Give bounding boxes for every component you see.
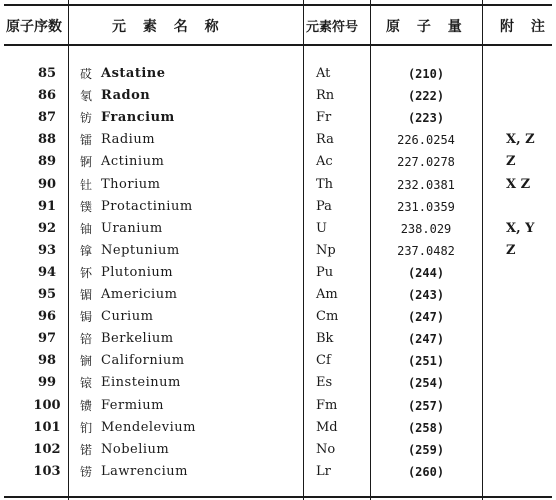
symbol-cell: Fm (316, 397, 338, 413)
header-atomic-number: 原子序数 (6, 19, 62, 35)
chinese-name-cell: 镅 (80, 288, 93, 302)
atomic-number-cell: 86 (37, 88, 57, 104)
table-row (0, 129, 556, 151)
table-row (0, 372, 556, 394)
note-cell: Z (506, 242, 516, 258)
table-row (0, 63, 556, 85)
chinese-name-cell: 镄 (80, 398, 93, 413)
table-row (0, 284, 556, 306)
table-bottom-rule (4, 496, 552, 498)
atomic-number-cell: 93 (37, 242, 57, 258)
atomic-mass-cell: 227.0278 (397, 155, 455, 170)
atomic-number-cell: 92 (37, 220, 57, 236)
table-row (0, 328, 556, 350)
chinese-name-cell: 砹 (80, 67, 93, 81)
table-row (0, 461, 556, 483)
symbol-cell: Cf (316, 353, 331, 369)
header-note: 附 注 (500, 19, 551, 35)
header-atomic-mass: 原 子 量 (386, 19, 468, 35)
symbol-cell: Md (316, 419, 338, 435)
chinese-name-cell: 锿 (80, 376, 93, 391)
note-cell: X, Z (506, 132, 535, 148)
atomic-mass-cell: (251) (407, 354, 445, 369)
chinese-name-cell: 钚 (80, 265, 93, 280)
chinese-name-cell: 锎 (80, 354, 93, 369)
chinese-name-cell: 铹 (80, 464, 93, 479)
symbol-cell: Th (316, 176, 334, 192)
atomic-number-cell: 103 (33, 463, 61, 479)
chinese-name-cell: 锔 (80, 310, 93, 325)
symbol-cell: Bk (316, 331, 334, 347)
chinese-name-cell: 锕 (80, 155, 93, 170)
atomic-number-cell: 90 (37, 176, 57, 192)
english-name-cell: Fermium (101, 397, 164, 413)
english-name-cell: Lawrencium (101, 463, 188, 479)
atomic-number-cell: 89 (37, 154, 57, 170)
atomic-number-cell: 99 (37, 375, 57, 391)
chinese-name-cell: 镤 (80, 199, 93, 214)
english-name-cell: Einsteinum (101, 375, 181, 391)
atomic-number-cell: 91 (37, 198, 57, 214)
note-cell: X Z (506, 176, 531, 192)
table-top-rule (4, 4, 552, 6)
table-row (0, 262, 556, 284)
english-name-cell: Californium (101, 353, 185, 369)
symbol-cell: Cm (316, 309, 339, 325)
atomic-mass-cell: (210) (407, 67, 445, 81)
chinese-name-cell: 钔 (80, 420, 93, 435)
symbol-cell: Rn (316, 88, 335, 104)
english-name-cell: Radium (101, 132, 156, 148)
english-name-cell: Americium (101, 287, 178, 302)
table-row (0, 174, 556, 196)
table-row (0, 240, 556, 262)
table-row (0, 107, 556, 129)
english-name-cell: Mendelevium (101, 419, 196, 435)
english-name-cell: Astatine (101, 66, 166, 81)
english-name-cell: Neptunium (101, 242, 180, 258)
symbol-cell: At (316, 66, 331, 81)
symbol-cell: Fr (316, 110, 332, 126)
symbol-cell: No (316, 441, 336, 457)
english-name-cell: Radon (101, 88, 151, 104)
note-cell: Z (506, 154, 516, 170)
english-name-cell: Plutonium (101, 264, 174, 280)
atomic-number-cell: 101 (33, 419, 61, 435)
table-row (0, 151, 556, 173)
english-name-cell: Protactinium (101, 198, 193, 214)
symbol-cell: Np (316, 242, 336, 258)
symbol-cell: Pa (316, 198, 332, 214)
atomic-mass-cell: (243) (407, 288, 445, 302)
atomic-mass-cell: (259) (407, 442, 445, 457)
header-element-name: 元 素 名 称 (112, 19, 225, 35)
symbol-cell: Am (316, 287, 338, 302)
table-row (0, 196, 556, 218)
atomic-mass-cell: (247) (407, 310, 445, 325)
atomic-number-cell: 98 (37, 353, 57, 369)
symbol-cell: Lr (316, 463, 331, 479)
chinese-name-cell: 镎 (80, 243, 93, 258)
atomic-number-cell: 95 (37, 287, 57, 302)
chinese-name-cell: 镭 (80, 133, 93, 148)
table-row (0, 395, 556, 417)
atomic-mass-cell: 226.0254 (397, 133, 455, 148)
symbol-cell: Es (316, 375, 333, 391)
english-name-cell: Thorium (101, 176, 161, 192)
atomic-mass-cell: (258) (407, 420, 445, 435)
english-name-cell: Nobelium (101, 441, 170, 457)
atomic-mass-cell: (244) (407, 265, 445, 280)
english-name-cell: Francium (101, 110, 175, 126)
atomic-mass-cell: (222) (407, 89, 445, 104)
atomic-mass-cell: (257) (407, 398, 445, 413)
atomic-number-cell: 88 (37, 132, 57, 148)
atomic-number-cell: 97 (37, 331, 57, 347)
symbol-cell: Pu (316, 264, 334, 280)
chinese-name-cell: 钍 (80, 177, 93, 192)
table-row (0, 350, 556, 372)
atomic-mass-cell: 232.0381 (397, 177, 455, 192)
note-cell: X, Y (506, 220, 535, 236)
atomic-mass-cell: 237.0482 (397, 243, 455, 258)
atomic-mass-cell: 238.029 (400, 221, 452, 236)
atomic-number-cell: 87 (37, 110, 57, 126)
atomic-mass-cell: (247) (407, 332, 445, 347)
table-row (0, 417, 556, 439)
atomic-mass-cell: (223) (407, 111, 445, 126)
header-bottom-rule (4, 44, 552, 46)
table-row (0, 218, 556, 240)
chinese-name-cell: 锫 (80, 332, 93, 347)
chinese-name-cell: 钫 (80, 111, 93, 126)
english-name-cell: Actinium (101, 154, 165, 170)
symbol-cell: U (316, 220, 327, 236)
table-row (0, 439, 556, 461)
atomic-mass-cell: (260) (407, 464, 445, 479)
symbol-cell: Ra (316, 132, 334, 148)
atomic-number-cell: 102 (33, 441, 61, 457)
atomic-number-cell: 94 (37, 264, 57, 280)
chinese-name-cell: 氡 (80, 89, 93, 104)
english-name-cell: Uranium (101, 220, 163, 236)
atomic-mass-cell: 231.0359 (397, 199, 455, 214)
atomic-number-cell: 100 (33, 397, 61, 413)
table-row (0, 85, 556, 107)
atomic-number-cell: 96 (37, 309, 57, 325)
chinese-name-cell: 锘 (80, 442, 93, 457)
symbol-cell: Ac (316, 154, 333, 170)
atomic-number-cell: 85 (37, 66, 57, 81)
atomic-mass-cell: (254) (407, 376, 445, 391)
chinese-name-cell: 铀 (80, 221, 93, 236)
table-row (0, 306, 556, 328)
header-symbol: 元素符号 (306, 20, 359, 35)
english-name-cell: Berkelium (101, 331, 174, 347)
english-name-cell: Curium (101, 309, 154, 325)
